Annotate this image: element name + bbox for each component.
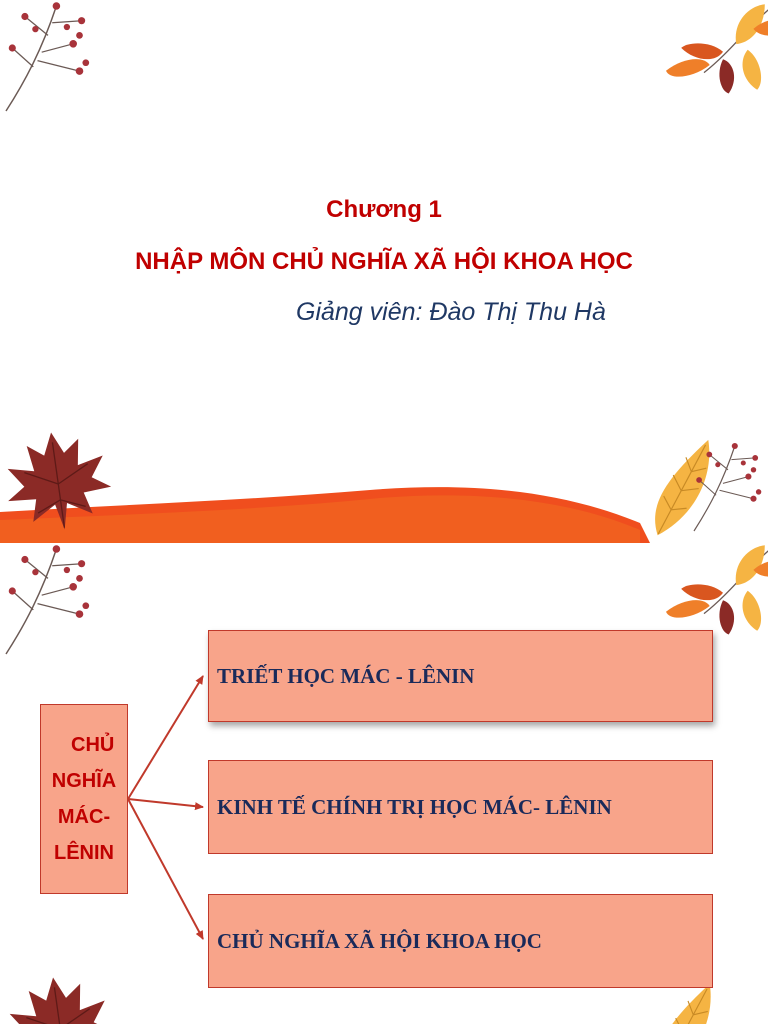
- berry-branch-icon: [6, 2, 89, 111]
- arrow-to-branch-1: [128, 676, 203, 799]
- root-line: MÁC-: [57, 806, 111, 828]
- berry-branch-icon: [6, 545, 89, 654]
- chapter-label: Chương 1: [326, 196, 442, 223]
- root-line: LÊNIN: [54, 842, 114, 864]
- oak-leaf-icon: [644, 433, 724, 543]
- arrow-to-branch-2: [128, 799, 203, 807]
- lecturer-name: Giảng viên: Đào Thị Thu Hà: [296, 298, 606, 326]
- branch-political-economy: KINH TẾ CHÍNH TRỊ HỌC MÁC- LÊNIN: [208, 760, 713, 854]
- maple-leaf-icon: [2, 970, 119, 1024]
- root-line: CHỦ: [71, 734, 115, 756]
- autumn-leaves-icon: [666, 4, 768, 93]
- root-line: NGHĨA: [51, 770, 117, 792]
- concept-diagram-slide: [0, 543, 768, 1024]
- branch-philosophy: TRIẾT HỌC MÁC - LÊNIN: [208, 630, 713, 722]
- slide-title: NHẬP MÔN CHỦ NGHĨA XÃ HỘI KHOA HỌC: [135, 248, 633, 275]
- autumn-leaves-icon: [666, 545, 768, 634]
- branch-scientific-socialism: CHỦ NGHĨA XÃ HỘI KHOA HỌC: [208, 894, 713, 988]
- root-concept-box: [40, 704, 128, 894]
- arrow-to-branch-3: [128, 799, 203, 939]
